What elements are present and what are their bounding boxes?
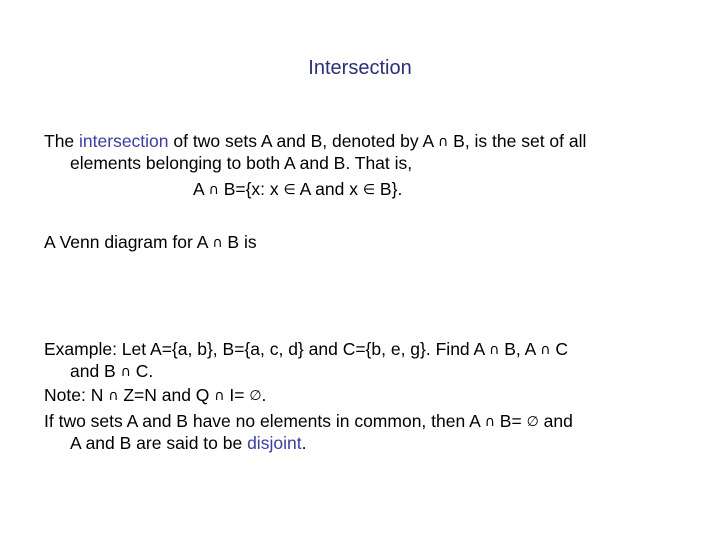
example-line-2 <box>70 360 153 383</box>
intersection-symbol: ∩ <box>214 388 225 404</box>
term-disjoint: disjoint <box>247 433 302 453</box>
example-text: B, A <box>499 339 541 359</box>
empty-set-symbol: ∅ <box>249 388 262 404</box>
formula-text: A <box>193 179 209 199</box>
disjoint-text: . <box>301 433 307 453</box>
intersection-symbol: ∩ <box>489 342 500 358</box>
definition-text: B, is the set of all <box>448 131 587 151</box>
disjoint-line-1 <box>44 410 573 433</box>
intersection-symbol: ∩ <box>208 182 219 198</box>
venn-caption <box>44 231 257 254</box>
example-text: Example: Let A={a, b}, B={a, c, d} and C={b, e, g}. Find A <box>44 339 490 359</box>
slide-title: Intersection <box>308 57 412 79</box>
element-of-symbol: ∈ <box>362 182 376 198</box>
disjoint-text: and <box>538 411 573 431</box>
formula-text: B}. <box>375 179 403 199</box>
term-intersection: intersection <box>79 131 169 151</box>
intersection-symbol: ∩ <box>212 235 223 251</box>
example-text: C <box>550 339 568 359</box>
intersection-symbol: ∩ <box>438 134 449 150</box>
definition-line-1 <box>44 130 586 153</box>
example-text: and B <box>70 361 121 381</box>
definition-text: of two sets A and B, denoted by A <box>168 131 439 151</box>
disjoint-line-2 <box>70 432 306 454</box>
disjoint-text: B= <box>494 411 527 431</box>
disjoint-text: If two sets A and B have no elements in common, then A <box>44 411 485 431</box>
definition-text: The <box>44 131 80 151</box>
intersection-symbol: ∩ <box>484 414 495 430</box>
intersection-symbol: ∩ <box>108 388 119 404</box>
note-line <box>44 384 266 407</box>
intersection-symbol: ∩ <box>540 342 551 358</box>
intersection-symbol: ∩ <box>120 364 131 380</box>
formula-text: B={x: x <box>218 179 284 199</box>
venn-text: B is <box>222 232 257 252</box>
note-text: Note: N <box>44 385 109 405</box>
note-text: Z=N and Q <box>118 385 215 405</box>
disjoint-text: A and B are said to be <box>70 433 248 453</box>
definition-line-2: elements belonging to both A and B. That is, <box>70 153 413 173</box>
example-line-1 <box>44 338 568 361</box>
example-text: C. <box>130 361 154 381</box>
venn-text: A Venn diagram for A <box>44 232 213 252</box>
venn-diagram-placeholder <box>120 262 600 332</box>
definition-formula <box>193 178 402 201</box>
element-of-symbol: ∈ <box>283 182 296 198</box>
note-text: I= <box>224 385 250 405</box>
empty-set-symbol: ∅ <box>526 414 539 430</box>
formula-text: A and x <box>295 179 363 199</box>
note-text: . <box>261 385 267 405</box>
